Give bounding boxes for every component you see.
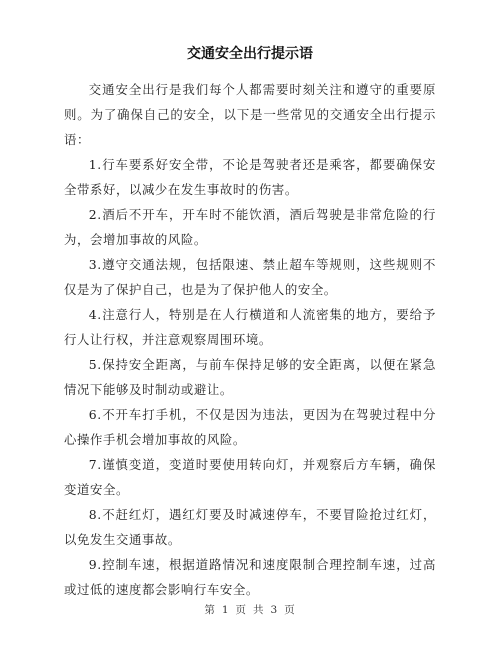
footer-current-page: 1 (221, 604, 230, 616)
intro-paragraph: 交通安全出行是我们每个人都需要时刻关注和遵守的重要原则。为了确保自己的安全，以下是一些常见的交通安全出行提示语： (64, 82, 436, 147)
document-body (64, 77, 436, 602)
footer-page-word: 页 (235, 604, 247, 616)
tip-item-1: 1.行车要系好安全带，不论是驾驶者还是乘客，都要确保安全带系好，以减少在发生事故时的伤害。 (64, 157, 436, 197)
tip-item-8: 8.不赶红灯，遇红灯要及时减速停车，不要冒险抢过红灯，以免发生交通事故。 (64, 507, 436, 547)
footer-total-prefix: 共 (253, 604, 265, 616)
tip-item-5: 5.保持安全距离，与前车保持足够的安全距离，以便在紧急情况下能够及时制动或避让。 (64, 357, 436, 397)
tip-item-3: 3.遵守交通法规，包括限速、禁止超车等规则，这些规则不仅是为了保护自己，也是为了保护他人的安全。 (64, 257, 436, 297)
tip-item-9: 9.控制车速，根据道路情况和速度限制合理控制车速，过高或过低的速度都会影响行车安全。 (64, 557, 436, 597)
tip-item-4: 4.注意行人，特别是在人行横道和人流密集的地方，要给予行人让行权，并注意观察周围环境。 (64, 307, 436, 347)
footer-suffix: 页 (284, 604, 296, 616)
footer-total-pages: 3 (270, 604, 279, 616)
tip-item-6: 6.不开车打手机，不仅是因为违法，更因为在驾驶过程中分心操作手机会增加事故的风险。 (64, 407, 436, 447)
footer-prefix: 第 (204, 604, 216, 616)
tip-item-7: 7.谨慎变道，变道时要使用转向灯，并观察后方车辆，确保变道安全。 (64, 457, 436, 497)
tip-item-2: 2.酒后不开车，开车时不能饮酒，酒后驾驶是非常危险的行为，会增加事故的风险。 (64, 207, 436, 247)
document-title: 交通安全出行提示语 (187, 46, 313, 62)
page-footer (0, 602, 500, 618)
